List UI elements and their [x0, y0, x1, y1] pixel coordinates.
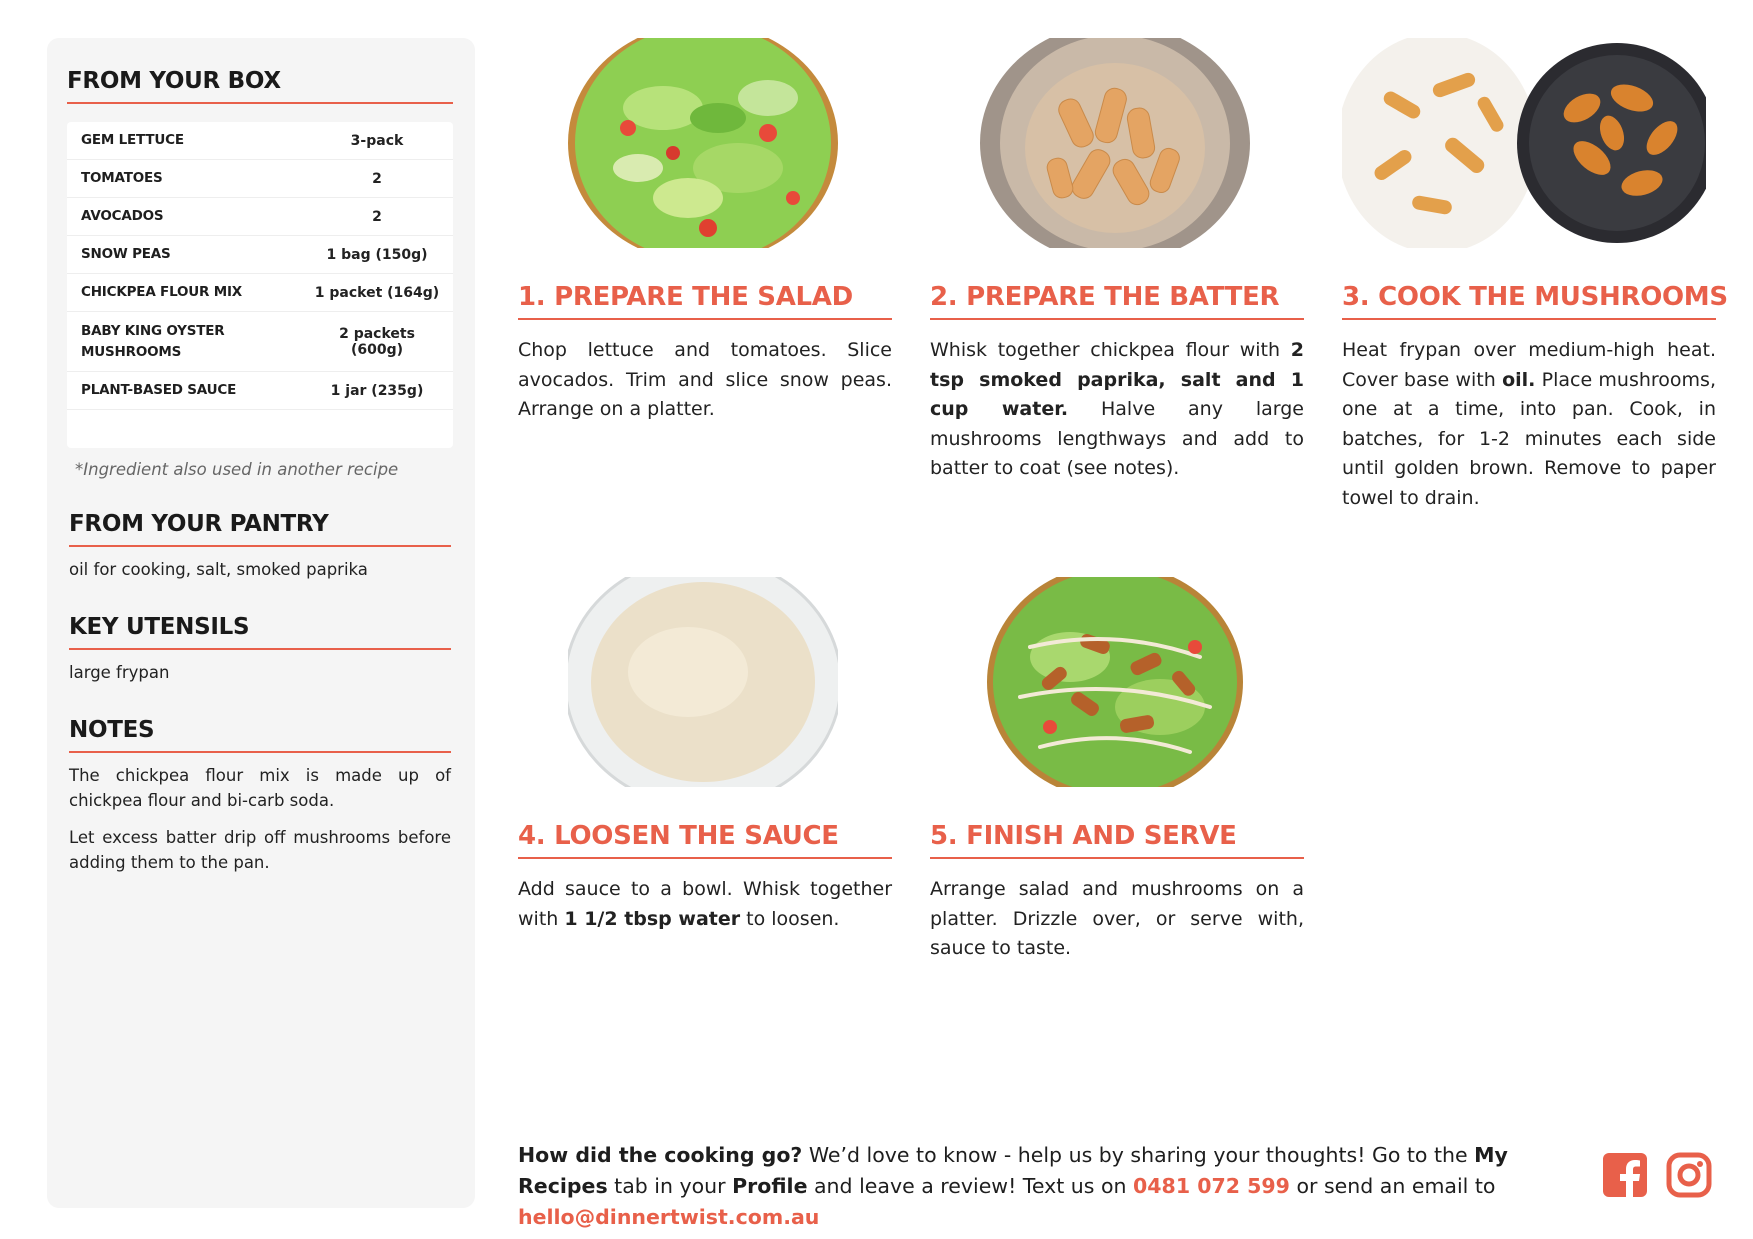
- step-text-bold: oil.: [1502, 368, 1536, 391]
- footer-text: tab in your: [607, 1174, 733, 1198]
- table-row: [67, 236, 453, 274]
- ingredient-name: CHICKPEA FLOUR MIX: [81, 284, 243, 300]
- step-title: 4. LOOSEN THE SAUCE: [518, 821, 892, 859]
- ingredient-name: AVOCADOS: [81, 208, 164, 224]
- step-text-bold: 2 tsp smoked paprika, salt and 1 cup water.: [930, 339, 1304, 420]
- sauce-bowl-image: [568, 577, 838, 787]
- ingredients-sidebar: [47, 38, 475, 1208]
- step-title: 1. PREPARE THE SALAD: [518, 282, 892, 320]
- ingredient-name: GEM LETTUCE: [81, 132, 184, 148]
- step-text-part: Halve any large mushrooms lengthways and add to batter to coat (see notes).: [930, 398, 1304, 479]
- review-footer: [518, 1140, 1578, 1233]
- utensils-title: KEY UTENSILS: [69, 614, 451, 650]
- box-title: FROM YOUR BOX: [67, 68, 453, 104]
- footer-question: How did the cooking go?: [518, 1143, 803, 1167]
- profile-label: Profile: [732, 1174, 808, 1198]
- ingredient-footnote: *Ingredient also used in another recipe: [75, 460, 399, 479]
- ingredient-qty: 3-pack: [350, 132, 404, 149]
- table-row: [67, 312, 453, 372]
- table-row: [67, 122, 453, 160]
- notes-section: [69, 717, 451, 875]
- step-text-part: Heat frypan over medium-high heat. Cover base with: [1342, 339, 1716, 391]
- notes-title: NOTES: [69, 717, 451, 753]
- step-text: [930, 875, 1304, 964]
- ingredient-name: BABY KING OYSTER MUSHROOMS: [81, 322, 225, 360]
- step-text-part: Arrange salad and mushrooms on a platter. Drizzle over, or serve with, sauce to taste.: [930, 878, 1304, 959]
- facebook-icon[interactable]: [1602, 1152, 1648, 1198]
- table-row: [67, 198, 453, 236]
- footer-text: We’d love to know - help us by sharing your thoughts! Go to the: [802, 1143, 1475, 1167]
- utensils-text: large frypan: [69, 663, 170, 682]
- ingredient-qty: 2 packets (600g): [339, 325, 415, 358]
- footer-text: and leave a review! Text us on: [807, 1174, 1134, 1198]
- ingredient-qty: 1 packet (164g): [314, 284, 440, 301]
- ingredient-name: TOMATOES: [81, 170, 163, 186]
- pantry-text: oil for cooking, salt, smoked paprika: [69, 560, 368, 579]
- step-title: 2. PREPARE THE BATTER: [930, 282, 1304, 320]
- frypan-mushrooms-image: [1342, 38, 1706, 248]
- step-text-part: to loosen.: [740, 907, 840, 930]
- step-text-part: Place mushrooms, one at a time, into pan. Cook, in batches, for 1-2 minutes each side until golden brown. Remove to paper towel to drain.: [1342, 368, 1716, 509]
- step-text-part: Add sauce to a bowl. Whisk together with: [518, 878, 892, 930]
- ingredient-name: SNOW PEAS: [81, 246, 171, 262]
- pantry-title: FROM YOUR PANTRY: [69, 511, 451, 547]
- ingredient-name: PLANT-BASED SAUCE: [81, 382, 237, 398]
- email-link[interactable]: hello@dinnertwist.com.au: [518, 1205, 820, 1229]
- footer-text: or send an email to: [1289, 1174, 1496, 1198]
- note-item: The chickpea flour mix is made up of chickpea flour and bi-carb soda.: [69, 766, 451, 810]
- step-title: 5. FINISH AND SERVE: [930, 821, 1304, 859]
- table-row: [67, 372, 453, 410]
- ingredients-table: [67, 122, 453, 448]
- ingredient-qty: 1 jar (235g): [330, 382, 424, 399]
- salad-image: [568, 38, 838, 248]
- finished-dish-image: [980, 577, 1250, 787]
- step-title: 3. COOK THE MUSHROOMS: [1342, 282, 1716, 320]
- table-row: [67, 274, 453, 312]
- step-text-part: Chop lettuce and tomatoes. Slice avocados. Trim and slice snow peas. Arrange on a platter.: [518, 339, 892, 420]
- step-text: [518, 336, 892, 425]
- step-text: [1342, 336, 1716, 513]
- instagram-icon[interactable]: [1666, 1152, 1712, 1198]
- batter-bowl-image: [980, 38, 1250, 248]
- ingredient-qty: 2: [372, 170, 382, 187]
- my-recipes-label: My Recipes: [518, 1143, 1508, 1198]
- ingredient-qty: 2: [372, 208, 382, 225]
- table-row-empty: [67, 410, 453, 448]
- note-item: Let excess batter drip off mushrooms before adding them to the pan.: [69, 828, 451, 872]
- utensils-section: [69, 614, 451, 685]
- pantry-section: [69, 511, 451, 582]
- step-text-part: Whisk together chickpea flour with: [930, 339, 1291, 361]
- phone-link[interactable]: 0481 072 599: [1133, 1174, 1290, 1198]
- step-text: [518, 875, 892, 934]
- ingredient-qty: 1 bag (150g): [326, 246, 428, 263]
- step-text-bold: 1 1/2 tbsp water: [564, 907, 741, 930]
- step-text: [930, 336, 1304, 484]
- table-row: [67, 160, 453, 198]
